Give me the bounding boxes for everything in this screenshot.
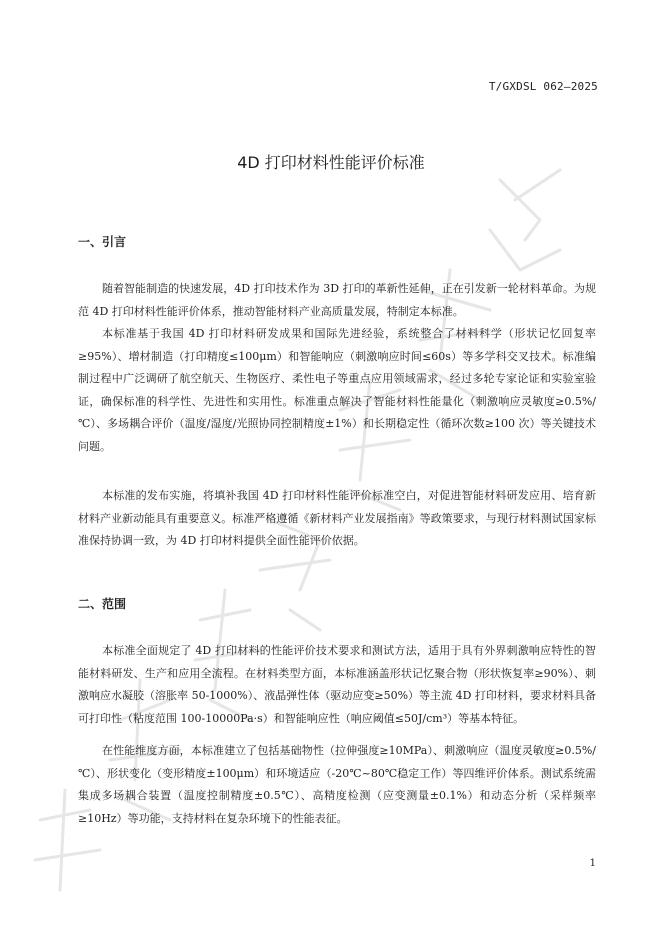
section-heading-scope: 二、范围 (78, 597, 127, 611)
page-number: 1 (589, 858, 596, 869)
standard-code: T/GXDSL 062—2025 (488, 80, 598, 93)
section-heading-introduction: 一、引言 (78, 235, 127, 249)
scope-paragraph-1: 本标准全面规定了 4D 打印材料的性能评价技术要求和测试方法，适用于具有外界刺激响应特性的智能材料研发、生产和应用全流程。在材料类型方面，本标准涵盖形状记忆聚合物（形状恢复率≥90%）、刺激响应水凝胶（溶胀率 50-1000%）、液晶弹性体（驱动应变≥50%）等主流 4D 打印材料，要求材料具备可打印性（粘度范围 100-10000Pa·s）和智能响应性（响应阈值≤50J/cm³）等基本特征。 (78, 644, 596, 725)
document-title: 4D 打印材料性能评价标准 (237, 153, 425, 172)
intro-paragraph-2: 本标准基于我国 4D 打印材料研发成果和国际先进经验，系统整合了材料科学（形状记忆回复率≥95%）、增材制造（打印精度≤100μm）和智能响应（刺激响应时间≤60s）等多学科交叉技术。标准编制过程中广泛调研了航空航天、生物医疗、柔性电子等重点应用领域需求，经过多轮专家论证和实验室验证，确保标准的科学性、先进性和实用性。标准重点解决了智能材料性能量化（刺激响应灵敏度≥0.5%/℃）、多场耦合评价（温度/湿度/光照协同控制精度±1%）和长期稳定性（循环次数≥100 次）等关键技术问题。 (78, 327, 596, 453)
scope-paragraph-2: 在性能维度方面，本标准建立了包括基础物性（拉伸强度≥10MPa）、刺激响应（温度灵敏度≥0.5%/℃）、形状变化（变形精度±100μm）和环境适应（-20℃~80℃稳定工作）等四维评价体系。测试系统需集成多场耦合装置（温度控制精度±0.5℃）、高精度检测（应变测量±0.1%）和动态分析（采样频率≥10Hz）等功能，支持材料在复杂环境下的性能表征。 (78, 744, 596, 825)
intro-paragraph-1: 随着智能制造的快速发展，4D 打印技术作为 3D 打印的革新性延伸，正在引发新一轮材料革命。为规范 4D 打印材料性能评价体系，推动智能材料产业高质量发展，特制定本标准。 (78, 282, 596, 318)
intro-paragraph-3: 本标准的发布实施，将填补我国 4D 打印材料性能评价标准空白，对促进智能材料研发应用、培育新材料产业新动能具有重要意义。标准严格遵循《新材料产业发展指南》等政策要求，与现行材料测试国家标准保持协调一致，为 4D 打印材料提供全面性能评价依据。 (78, 489, 596, 547)
